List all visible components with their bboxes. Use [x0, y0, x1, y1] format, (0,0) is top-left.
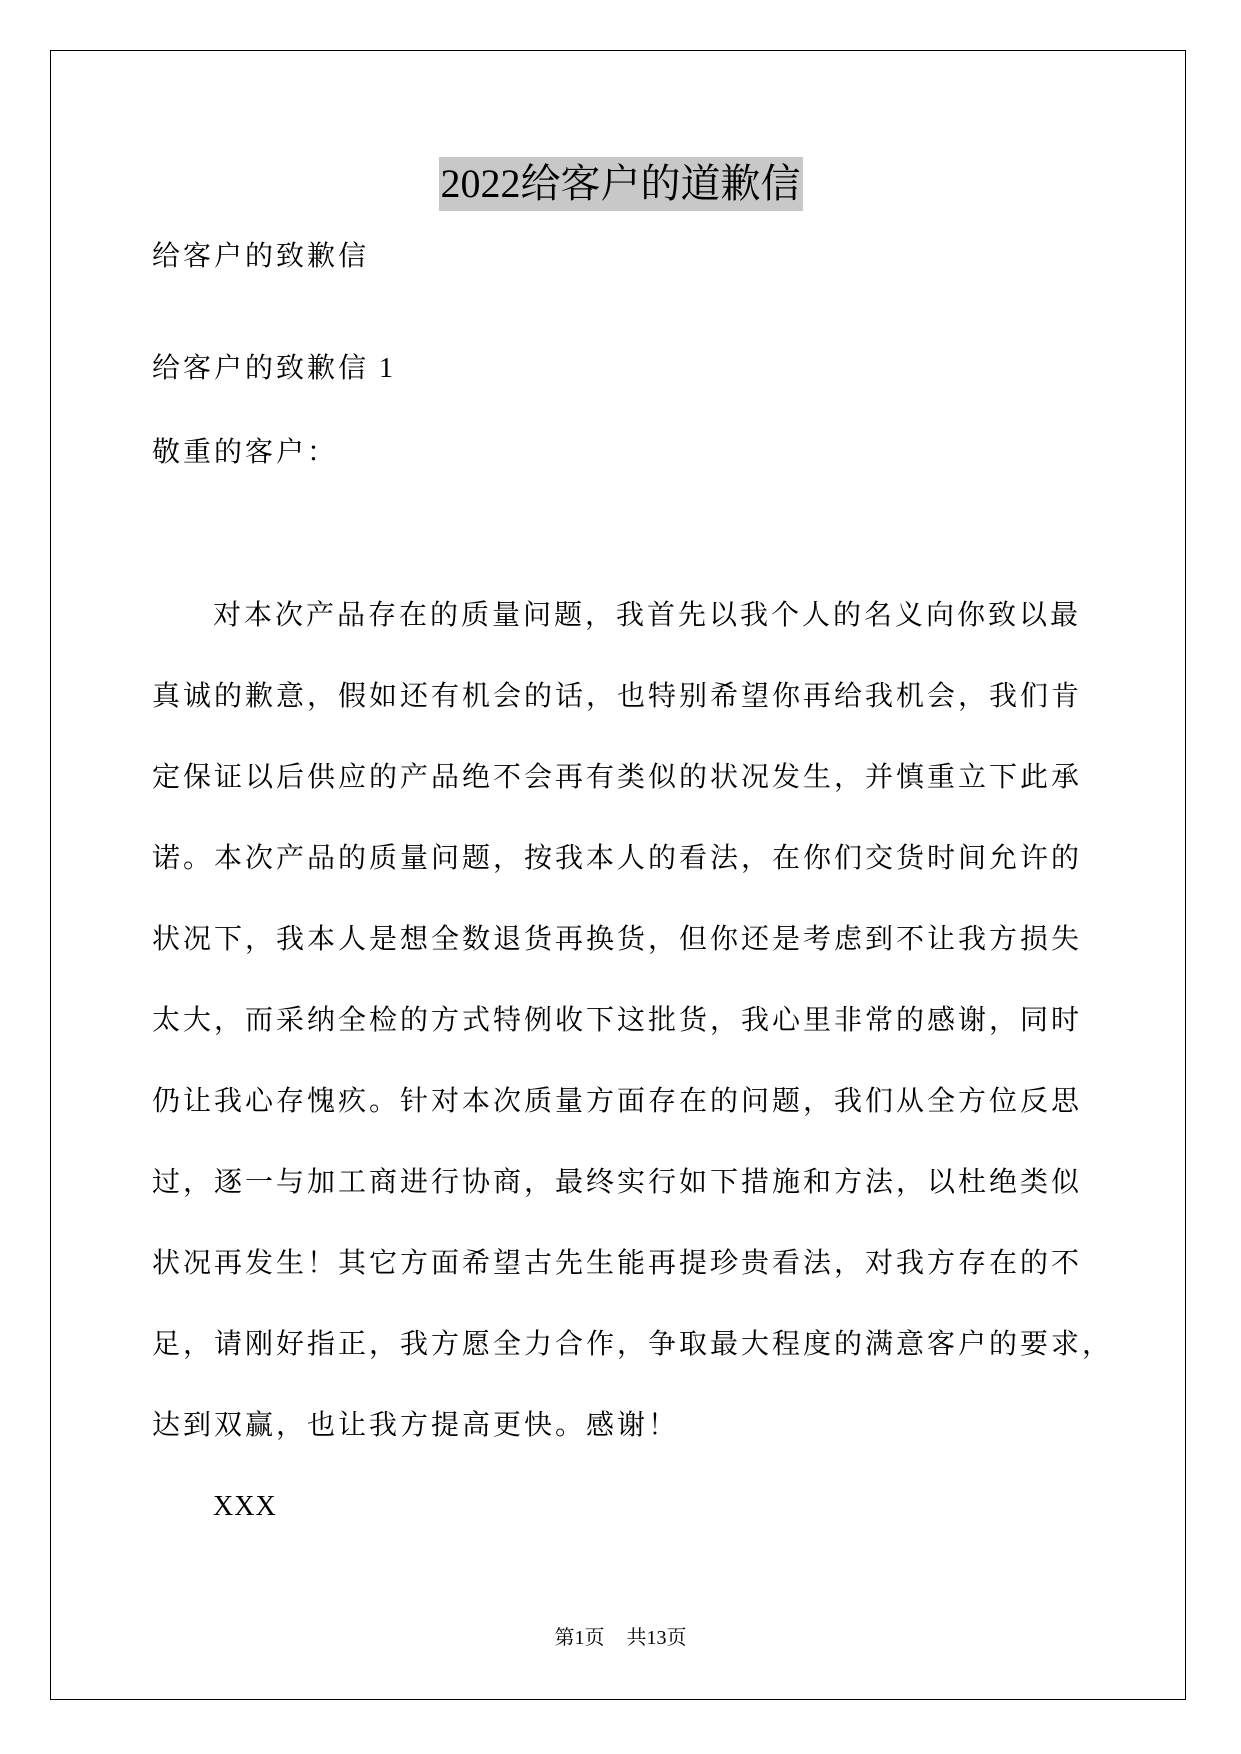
body-line: 真诚的歉意，假如还有机会的话，也特别希望你再给我机会，我们肯 [152, 681, 1083, 712]
signature: XXX [213, 1491, 277, 1522]
body-line: 诺。本次产品的质量问题，按我本人的看法，在你们交货时间允许的 [152, 843, 1083, 874]
page-footer [0, 1626, 1241, 1650]
body-line: 状况下，我本人是想全数退货再换货，但你还是考虑到不让我方损失 [152, 924, 1083, 955]
page-total: 共13页 [626, 1627, 687, 1649]
heading: 给客户的致歉信 [152, 241, 370, 272]
body-line: 达到双赢，也让我方提高更快。感谢！ [152, 1410, 680, 1441]
salutation: 敬重的客户： [152, 437, 339, 468]
page-number: 第1页 [554, 1627, 605, 1649]
body-line: 定保证以后供应的产品绝不会再有类似的状况发生，并慎重立下此承 [152, 762, 1083, 793]
body-line: 太大，而采纳全检的方式特例收下这批货，我心里非常的感谢，同时 [152, 1005, 1083, 1036]
body-line: 对本次产品存在的质量问题，我首先以我个人的名义向你致以最 [213, 600, 1082, 631]
document-title: 2022给客户的道歉信 [439, 157, 803, 211]
subheading: 给客户的致歉信 1 [152, 353, 397, 384]
body-line: 状况再发生！其它方面希望古先生能再提珍贵看法，对我方存在的不 [152, 1248, 1083, 1279]
letter-body [152, 575, 1152, 1466]
body-line: 过，逐一与加工商进行协商，最终实行如下措施和方法，以杜绝类似 [152, 1167, 1083, 1198]
title-container [0, 157, 1241, 211]
body-line: 足，请刚好指正，我方愿全力合作，争取最大程度的满意客户的要求， [152, 1329, 1114, 1360]
body-line: 仍让我心存愧疚。针对本次质量方面存在的问题，我们从全方位反思 [152, 1086, 1083, 1117]
